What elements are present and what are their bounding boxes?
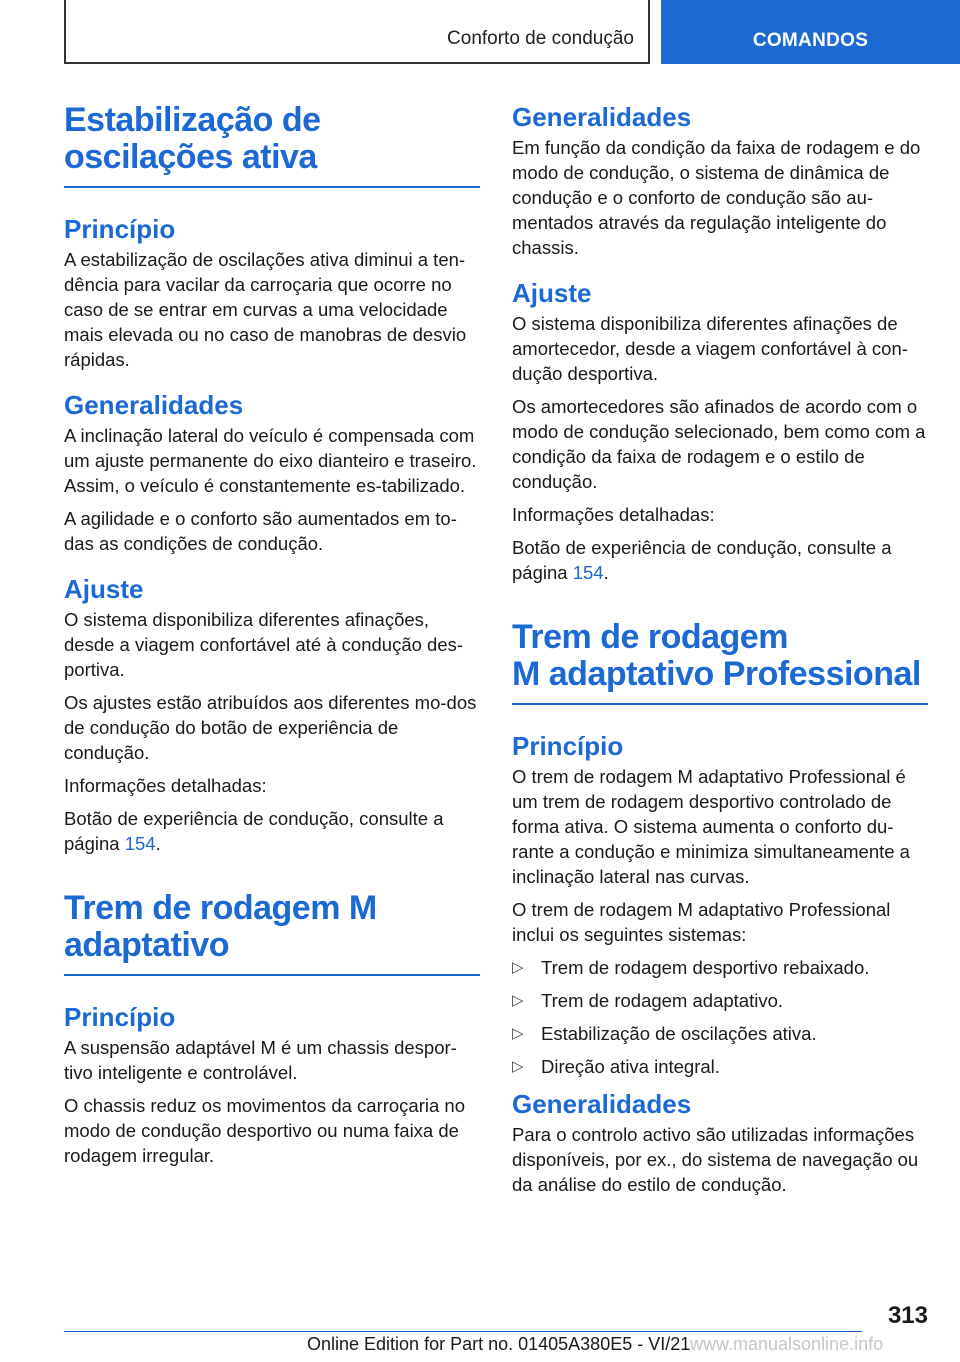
page-link-154[interactable]: 154 (124, 833, 156, 854)
header-chapter-label: COMANDOS (752, 30, 869, 51)
paragraph: Informações detalhadas: (64, 775, 267, 796)
heading-line: M adaptativo Professional (512, 655, 921, 693)
list-item-text: Trem de rodagem adaptativo. (541, 990, 783, 1011)
systems-list (512, 955, 928, 1079)
subheading-generalidades: Generalidades (512, 1089, 692, 1119)
page-link-154[interactable]: 154 (572, 562, 604, 583)
paragraph-text: Botão de experiência de condução, consulte a página (64, 808, 444, 854)
heading-rule (64, 974, 480, 976)
list-item (512, 1054, 928, 1079)
triangle-right-icon: ▷ (512, 1025, 524, 1042)
header-chapter-tab (661, 0, 960, 64)
list-item (512, 1021, 928, 1046)
list-item (512, 988, 928, 1013)
list-item (512, 955, 928, 980)
heading-line: Trem de rodagem (512, 618, 788, 656)
paragraph: A agilidade e o conforto são aumentados em to-das as condições de condução. (64, 508, 457, 554)
subheading-generalidades: Generalidades (64, 390, 244, 420)
list-item-text: Estabilização de oscilações ativa. (541, 1023, 817, 1044)
right-column (512, 102, 928, 1205)
subheading-ajuste: Ajuste (64, 574, 144, 604)
left-column (64, 102, 480, 1176)
list-item-text: Direção ativa integral. (541, 1056, 720, 1077)
paragraph: Informações detalhadas: (512, 504, 715, 525)
paragraph-with-link (512, 535, 928, 585)
triangle-right-icon: ▷ (512, 959, 524, 976)
paragraph: Os ajustes estão atribuídos aos diferentes mo-dos de condução do botão de experiência de condução. (64, 692, 477, 763)
footer-rule (64, 1331, 862, 1332)
list-item-text: Trem de rodagem desportivo rebaixado. (541, 957, 870, 978)
paragraph: O sistema disponibiliza diferentes afinações de amortecedor, desde a viagem confortável à con-dução desportiva. (512, 313, 908, 384)
subheading-principio: Princípio (64, 1002, 176, 1032)
triangle-right-icon: ▷ (512, 1058, 524, 1075)
paragraph-text: Botão de experiência de condução, consulte a página (512, 537, 892, 583)
paragraph: Os amortecedores são afinados de acordo com o modo de condução selecionado, bem como com a condição da faixa de rodagem e o estilo de condução. (512, 396, 926, 492)
paragraph-with-link (64, 806, 480, 856)
paragraph: O sistema disponibiliza diferentes afinações, desde a viagem confortável até à condução des-portiva. (64, 609, 464, 680)
heading-trem-rodagem-m: Trem de rodagem M adaptativo (64, 889, 377, 964)
paragraph: O chassis reduz os movimentos da carroçaria no modo de condução desportivo ou numa faixa de rodagem irregular. (64, 1095, 466, 1166)
watermark: www.manualsonline.info (690, 1334, 884, 1354)
footer-edition: Online Edition for Part no. 01405A380E5 - VI/21 (307, 1334, 691, 1354)
subheading-generalidades: Generalidades (512, 102, 692, 132)
paragraph: O trem de rodagem M adaptativo Professional é um trem de rodagem desportivo controlado de forma ativa. O sistema aumenta o conforto du-rante a condução e minimiza simultaneamente a inclinação lateral nas curvas. (512, 766, 910, 887)
subheading-principio: Princípio (64, 214, 176, 244)
paragraph: A inclinação lateral do veículo é compensada com um ajuste permanente do eixo dianteiro e traseiro. Assim, o veículo é constantemente es-tabilizado. (64, 425, 477, 496)
paragraph-text: . (155, 833, 161, 854)
paragraph: O trem de rodagem M adaptativo Professional inclui os seguintes sistemas: (512, 899, 891, 945)
header-section-label: Conforto de condução (447, 28, 634, 49)
header-section-title (64, 0, 650, 64)
heading-rule (512, 703, 928, 705)
triangle-right-icon: ▷ (512, 992, 524, 1009)
heading-rule (64, 186, 480, 188)
page-header (0, 0, 960, 66)
paragraph: A suspensão adaptável M é um chassis despor-tivo inteligente e controlável. (64, 1037, 457, 1083)
heading-estabilizacao: Estabilização de oscilações ativa (64, 101, 321, 176)
page-number: 313 (887, 1302, 928, 1329)
paragraph-text: . (603, 562, 609, 583)
subheading-principio: Princípio (512, 731, 624, 761)
subheading-ajuste: Ajuste (512, 278, 592, 308)
heading-trem-rodagem-professional (512, 619, 928, 693)
paragraph: Em função da condição da faixa de rodagem e do modo de condução, o sistema de dinâmica de condução e o conforto de condução são au-mentados através da regulação inteligente do chassis. (512, 137, 921, 258)
paragraph: A estabilização de oscilações ativa diminui a ten-dência para vacilar da carroçaria que ocorre no caso de se entrar em curvas a uma velocidade mais elevada ou no caso de manobras de desvio rápidas. (64, 249, 467, 370)
paragraph: Para o controlo activo são utilizadas informações disponíveis, por ex., do sistema de navegação ou da análise do estilo de condução. (512, 1124, 919, 1195)
